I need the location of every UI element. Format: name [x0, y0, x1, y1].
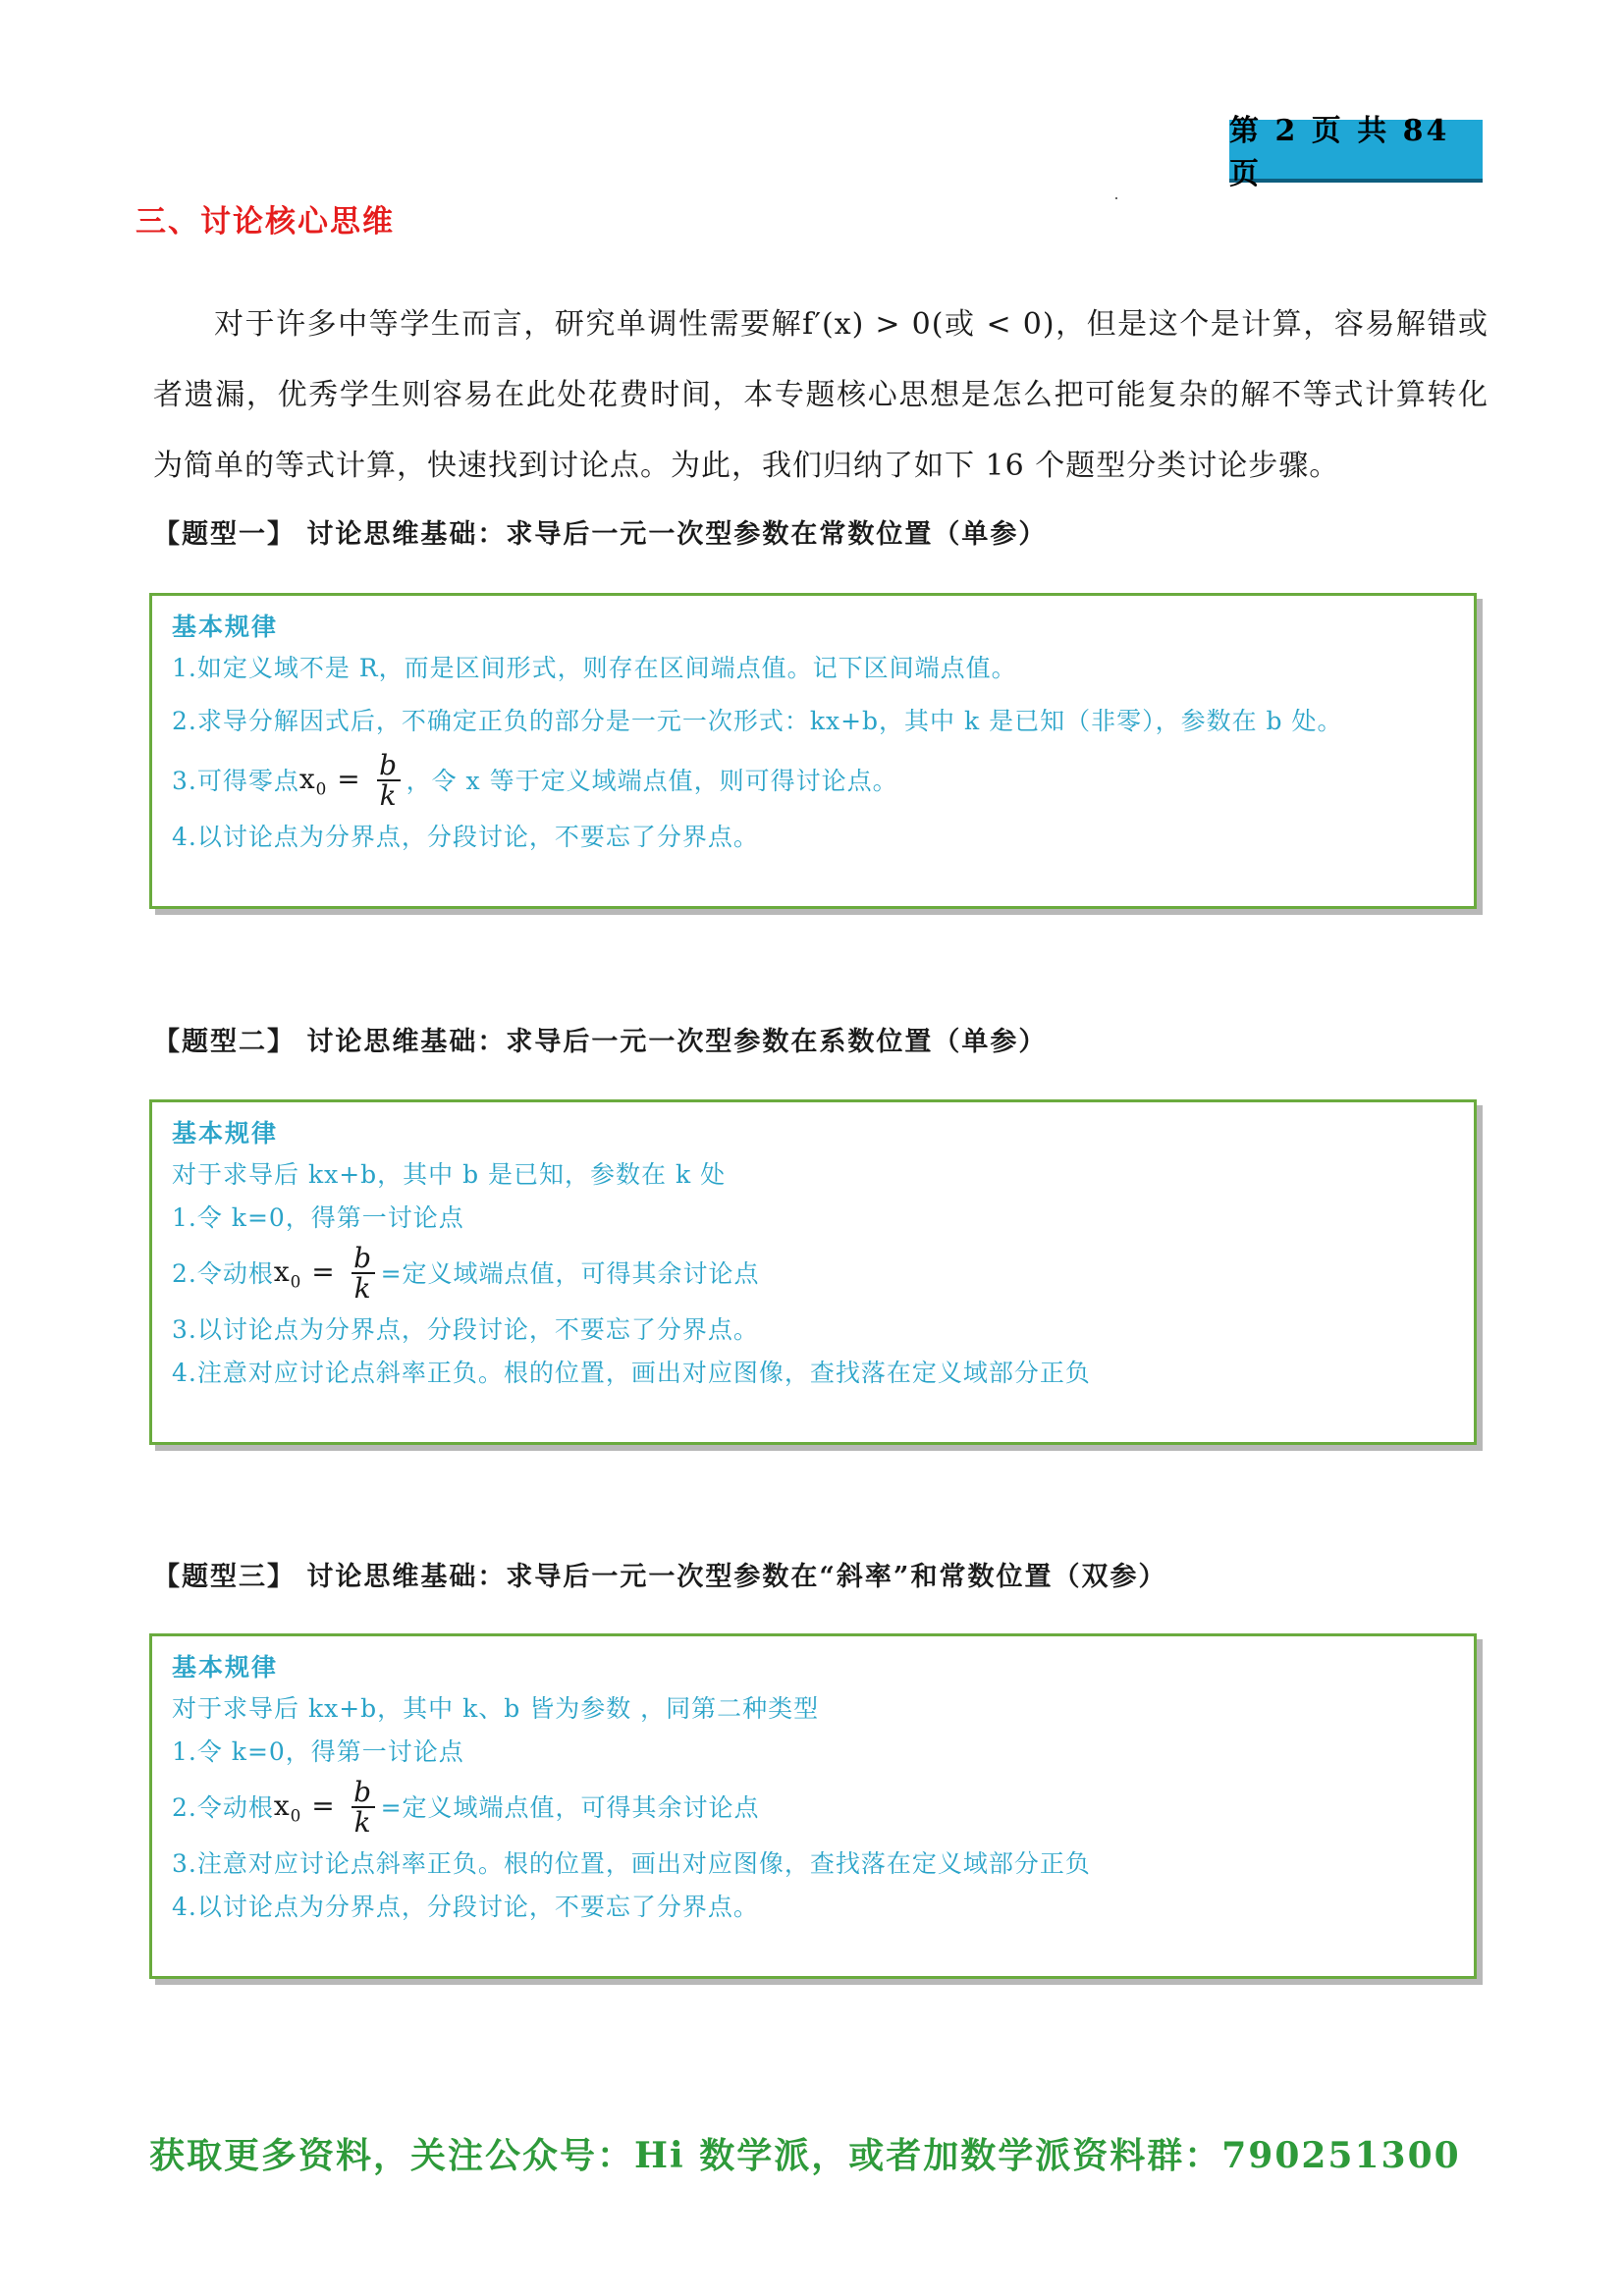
fraction-b-over-k — [377, 751, 401, 811]
x0-formula — [274, 1778, 381, 1839]
type3-line4: 4.以讨论点为分界点，分段讨论，不要忘了分界点。 — [172, 1893, 759, 1922]
type3-heading: 【题型三】 讨论思维基础：求导后一元一次型参数在“斜率”和常数位置（双参） — [153, 1562, 1167, 1592]
type2-heading: 【题型二】 讨论思维基础：求导后一元一次型参数在系数位置（单参） — [153, 1027, 1048, 1057]
frac-denominator: k — [377, 779, 401, 810]
frac-denominator: k — [352, 1806, 375, 1837]
x0-sub: 0 — [290, 1271, 302, 1292]
x0-base: x — [273, 1255, 291, 1288]
equals-sign: = — [337, 762, 361, 795]
type1-line4: 4.以讨论点为分界点，分段讨论，不要忘了分界点。 — [172, 823, 759, 852]
type3-line1: 1.令 k=0，得第一讨论点 — [172, 1737, 464, 1766]
type2-line4: 4.注意对应讨论点斜率正负。根的位置，画出对应图像，查找落在定义域部分正负 — [172, 1359, 1091, 1388]
type1-box-title: 基本规律 — [172, 613, 279, 641]
type1-heading: 【题型一】 讨论思维基础：求导后一元一次型参数在常数位置（单参） — [153, 519, 1048, 550]
decorative-dot — [1115, 197, 1117, 199]
footer-promo: 获取更多资料，关注公众号：Hi 数学派，或者加数学派资料群：790251300 — [149, 2135, 1461, 2176]
page-number-badge: 第 2 页 共 84 页 — [1229, 120, 1483, 183]
x0-sub: 0 — [290, 1805, 302, 1826]
type1-line2: 2.求导分解因式后，不确定正负的部分是一元一次形式：kx+b，其中 k 是已知（非零），参数在 b 处。 — [172, 707, 1343, 735]
type1-line1: 1.如定义域不是 R，而是区间形式，则存在区间端点值。记下区间端点值。 — [172, 654, 1017, 682]
frac-numerator: b — [379, 749, 399, 781]
intro-paragraph — [153, 290, 1489, 502]
frac-numerator: b — [353, 1776, 373, 1808]
type2-rule-box — [149, 1099, 1477, 1445]
x0-formula — [299, 751, 406, 812]
type1-line3 — [172, 751, 1454, 812]
fraction-b-over-k — [352, 1244, 375, 1304]
equals-sign: = — [311, 1789, 336, 1822]
type3-line2-pre: 2.令动根 — [172, 1793, 274, 1823]
type2-line1: 1.令 k=0，得第一讨论点 — [172, 1203, 464, 1232]
equals-sign: = — [311, 1255, 336, 1288]
x0-base: x — [273, 1789, 291, 1822]
type3-line0: 对于求导后 kx+b，其中 k、b 皆为参数 ，同第二种类型 — [172, 1694, 820, 1723]
type2-line2-post: =定义域端点值，可得其余讨论点 — [380, 1259, 760, 1289]
type3-rule-box — [149, 1633, 1477, 1979]
intro-text-2: ，但是这个是计算，容易解错或者遗漏，优秀学生则容易在此处花费时间，本专题核心思想是怎么把可能复杂的解不等式计算转化为简单的等式计算，快速找到讨论点。为此，我们归纳了如下 16 个题型分类讨论步骤。 — [153, 307, 1489, 483]
x0-base: x — [298, 762, 316, 795]
type3-box-title: 基本规律 — [172, 1653, 279, 1682]
type2-line0: 对于求导后 kx+b，其中 b 是已知，参数在 k 处 — [172, 1160, 727, 1189]
frac-denominator: k — [352, 1272, 375, 1303]
type1-rule-box — [149, 593, 1477, 909]
x0-formula — [274, 1244, 381, 1305]
type3-line2-post: =定义域端点值，可得其余讨论点 — [380, 1793, 760, 1823]
intro-text-1: 对于许多中等学生而言，研究单调性需要解 — [214, 307, 803, 342]
type3-line3: 3.注意对应讨论点斜率正负。根的位置，画出对应图像，查找落在定义域部分正负 — [172, 1849, 1091, 1879]
type1-line3-pre: 3.可得零点 — [172, 767, 299, 796]
section-title: 三、讨论核心思维 — [135, 204, 395, 240]
type2-box-title: 基本规律 — [172, 1119, 279, 1148]
intro-formula: f′(x) > 0(或 < 0) — [802, 307, 1056, 342]
type2-line2 — [172, 1244, 1454, 1305]
x0-sub: 0 — [315, 778, 328, 799]
type2-line2-pre: 2.令动根 — [172, 1259, 274, 1289]
type2-line3: 3.以讨论点为分界点，分段讨论，不要忘了分界点。 — [172, 1315, 759, 1345]
type1-line3-post: ，令 x 等于定义域端点值，则可得讨论点。 — [406, 767, 898, 796]
frac-numerator: b — [353, 1242, 373, 1274]
type3-line2 — [172, 1778, 1454, 1839]
fraction-b-over-k — [352, 1778, 375, 1838]
